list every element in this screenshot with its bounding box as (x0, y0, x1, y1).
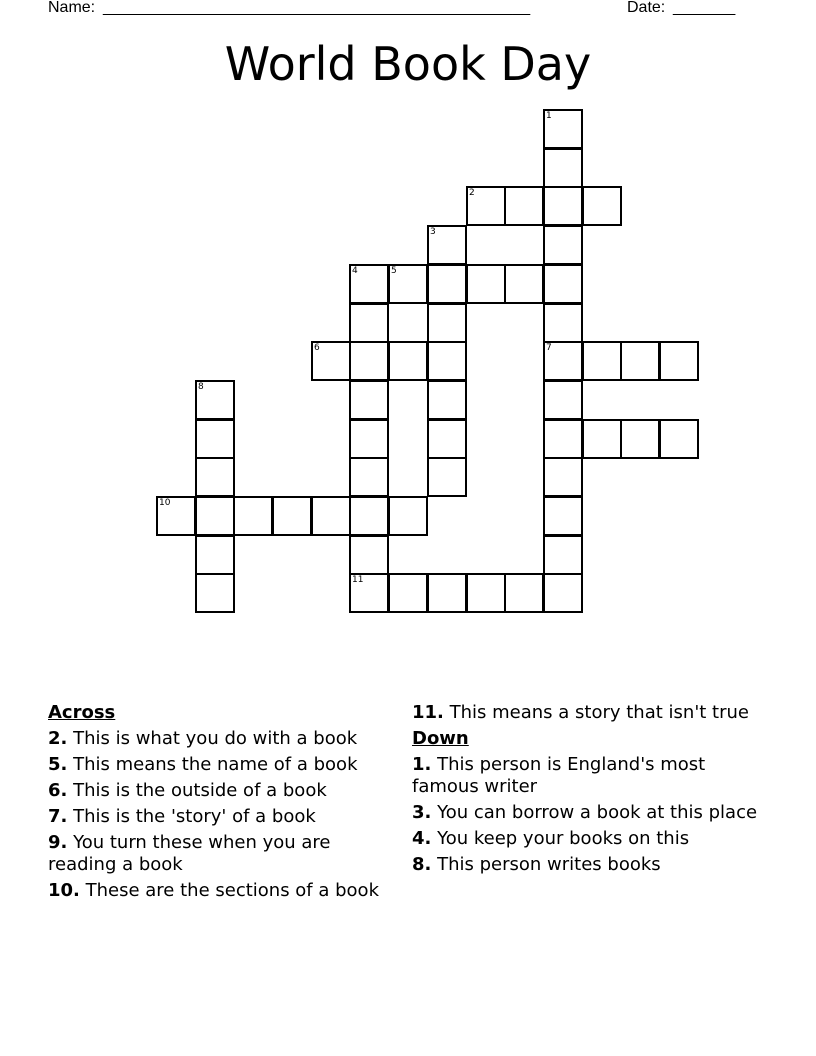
crossword-cell[interactable] (427, 419, 467, 459)
date-label: Date: (627, 0, 666, 16)
clue-number: 3. (412, 802, 432, 823)
crossword-cell[interactable] (311, 496, 351, 536)
crossword-cell[interactable] (349, 380, 389, 420)
clue-number-label: 7 (546, 343, 552, 353)
clue-number-label: 4 (352, 266, 358, 276)
crossword-cell[interactable] (195, 496, 235, 536)
crossword-cell[interactable] (233, 496, 273, 536)
crossword-cell[interactable] (195, 380, 235, 420)
clue-text: This means the name of a book (73, 754, 358, 775)
crossword-cell[interactable] (388, 264, 428, 304)
crossword-cell[interactable] (427, 341, 467, 381)
crossword-cell[interactable] (466, 186, 506, 226)
crossword-cell[interactable] (427, 573, 467, 613)
clue-text: This is the 'story' of a book (73, 806, 316, 827)
clue-number: 4. (412, 828, 432, 849)
clue-number-label: 11 (352, 575, 364, 585)
crossword-cell[interactable] (543, 109, 583, 149)
clue-number-label: 6 (314, 343, 320, 353)
clue-text: This is what you do with a book (73, 728, 358, 749)
clue-number: 5. (48, 754, 68, 775)
crossword-cell[interactable] (388, 573, 428, 613)
crossword-cell[interactable] (543, 225, 583, 265)
crossword-cell[interactable] (388, 341, 428, 381)
crossword-cell[interactable] (582, 186, 622, 226)
clues-column-left (48, 702, 393, 906)
crossword-cell[interactable] (543, 303, 583, 343)
crossword-cell[interactable] (349, 573, 389, 613)
clue-text: You turn these when you are reading a book (48, 832, 331, 875)
page-title: World Book Day (224, 37, 592, 91)
clue-number: 8. (412, 854, 432, 875)
clue-down-4 (412, 828, 762, 850)
clue-number: 11. (412, 702, 444, 723)
clue-text: This is the outside of a book (73, 780, 327, 801)
clue-text: This person is England's most famous writer (412, 754, 706, 797)
crossword-cell[interactable] (659, 419, 699, 459)
crossword-cell[interactable] (582, 341, 622, 381)
crossword-cell[interactable] (388, 496, 428, 536)
clue-across-2 (48, 728, 393, 750)
crossword-cell[interactable] (349, 535, 389, 575)
crossword-cell[interactable] (349, 496, 389, 536)
crossword-cell[interactable] (427, 225, 467, 265)
crossword-cell[interactable] (466, 573, 506, 613)
clues-column-right (412, 702, 762, 880)
name-label: Name: (48, 0, 96, 16)
crossword-cell[interactable] (543, 535, 583, 575)
down-heading: Down (412, 728, 469, 749)
clue-text: These are the sections of a book (85, 880, 379, 901)
crossword-cell[interactable] (427, 457, 467, 497)
clue-across-5 (48, 754, 393, 776)
crossword-cell[interactable] (195, 573, 235, 613)
clue-number: 7. (48, 806, 68, 827)
crossword-cell[interactable] (349, 457, 389, 497)
crossword-cell[interactable] (504, 573, 544, 613)
crossword-cell[interactable] (272, 496, 312, 536)
crossword-cell[interactable] (543, 496, 583, 536)
crossword-cell[interactable] (659, 341, 699, 381)
crossword-cell[interactable] (195, 457, 235, 497)
clue-number: 10. (48, 880, 80, 901)
crossword-cell[interactable] (349, 264, 389, 304)
crossword-cell[interactable] (504, 264, 544, 304)
crossword-cell[interactable] (311, 341, 351, 381)
clue-number: 6. (48, 780, 68, 801)
crossword-cell[interactable] (504, 186, 544, 226)
clue-text: You keep your books on this (437, 828, 690, 849)
crossword-cell[interactable] (427, 264, 467, 304)
clue-number: 1. (412, 754, 432, 775)
clue-across-9 (48, 832, 393, 876)
clue-number-label: 5 (391, 266, 397, 276)
crossword-cell[interactable] (543, 380, 583, 420)
clue-number: 2. (48, 728, 68, 749)
clue-number-label: 10 (159, 498, 171, 508)
crossword-cell[interactable] (195, 419, 235, 459)
crossword-cell[interactable] (543, 419, 583, 459)
clue-down-1 (412, 754, 762, 798)
across-heading: Across (48, 702, 116, 723)
crossword-cell[interactable] (543, 457, 583, 497)
clue-across-6 (48, 780, 393, 802)
crossword-cell[interactable] (427, 303, 467, 343)
clue-text: This person writes books (437, 854, 661, 875)
crossword-cell[interactable] (195, 535, 235, 575)
clue-text: This means a story that isn't true (449, 702, 749, 723)
crossword-cell[interactable] (582, 419, 622, 459)
clue-number-label: 1 (546, 111, 552, 121)
name-field[interactable]: ________________________________________________ (103, 0, 531, 16)
crossword-cell[interactable] (543, 341, 583, 381)
clue-number-label: 3 (430, 227, 436, 237)
clue-text: You can borrow a book at this place (437, 802, 758, 823)
crossword-cell[interactable] (543, 573, 583, 613)
crossword-cell[interactable] (349, 341, 389, 381)
clue-down-8 (412, 854, 762, 876)
crossword-cell[interactable] (349, 419, 389, 459)
crossword-cell[interactable] (427, 380, 467, 420)
crossword-cell[interactable] (543, 148, 583, 188)
crossword-cell[interactable] (620, 419, 660, 459)
crossword-cell[interactable] (543, 186, 583, 226)
clue-number-label: 8 (198, 382, 204, 392)
date-field[interactable]: _______ (673, 0, 736, 16)
clue-across-7 (48, 806, 393, 828)
clue-across-11 (412, 702, 762, 724)
crossword-cell[interactable] (466, 264, 506, 304)
crossword-cell[interactable] (156, 496, 196, 536)
clue-number-label: 2 (469, 188, 475, 198)
crossword-cell[interactable] (620, 341, 660, 381)
crossword-cell[interactable] (349, 303, 389, 343)
clue-number: 9. (48, 832, 68, 853)
crossword-cell[interactable] (543, 264, 583, 304)
clue-across-10 (48, 880, 393, 902)
clue-down-3 (412, 802, 762, 824)
